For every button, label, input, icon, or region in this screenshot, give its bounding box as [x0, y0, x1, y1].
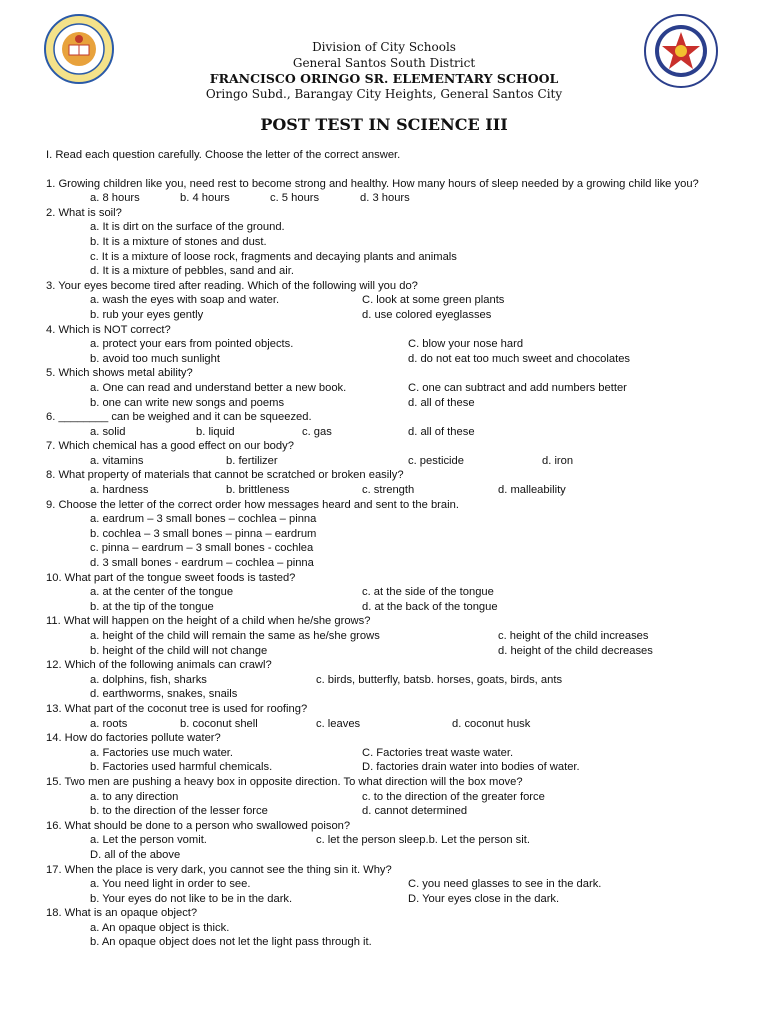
options-13: [46, 717, 726, 732]
district-line: General Santos South District: [292, 55, 476, 70]
question-12: 12. Which of the following animals can crawl?: [46, 659, 272, 672]
option: d. use colored eyeglasses: [362, 308, 492, 321]
option: C. you need glasses to see in the dark.: [408, 878, 602, 891]
options-1: [46, 191, 726, 206]
options-7: [46, 454, 726, 469]
school-address: Oringo Subd., Barangay City Heights, General Santos City: [205, 86, 563, 101]
page-title: POST TEST IN SCIENCE III: [260, 115, 508, 134]
options-6: [46, 425, 726, 440]
options-12: [46, 673, 726, 702]
option: d. iron: [542, 454, 574, 467]
option: C. Factories treat waste water.: [362, 746, 514, 759]
option: a. You need light in order to see.: [90, 878, 251, 891]
option: d. all of these: [408, 425, 475, 438]
option: b. to the direction of the lesser force: [90, 805, 268, 818]
options-2: [46, 220, 726, 278]
question-1: 1. Growing children like you, need rest to become strong and healthy. How many hours of sleep needed by a growing child like you?: [46, 177, 699, 190]
options-14: [46, 746, 726, 775]
question-15: 15. Two men are pushing a heavy box in opposite direction. To what direction will the box move?: [46, 775, 523, 788]
question-14: 14. How do factories pollute water?: [46, 732, 221, 745]
options-4: [46, 337, 726, 366]
option: c. to the direction of the greater force: [362, 790, 545, 803]
option: a. It is dirt on the surface of the ground.: [90, 221, 285, 234]
division-line: Division of City Schools: [312, 40, 456, 54]
option: a. height of the child will remain the same as he/she grows: [90, 630, 380, 642]
options-5: [46, 381, 726, 410]
options-8: [46, 483, 726, 498]
options-18: [46, 921, 726, 950]
question-5: 5. Which shows metal ability?: [46, 367, 193, 380]
option: c. height of the child increases: [498, 630, 649, 642]
question-13: 13. What part of the coconut tree is used for roofing?: [46, 702, 308, 715]
option: b. liquid: [196, 425, 235, 438]
option: c. strength: [362, 484, 415, 497]
option: a. Let the person vomit.: [90, 834, 207, 847]
option: c. 5 hours: [270, 192, 320, 205]
option: c. at the side of the tongue: [362, 586, 494, 599]
option: d. malleability: [498, 484, 566, 497]
option: c. leaves: [316, 717, 361, 730]
option: b. height of the child will not change: [90, 644, 268, 657]
option: c. birds, butterfly, bats: [316, 673, 425, 686]
question-10: 10. What part of the tongue sweet foods is tasted?: [46, 571, 296, 584]
option: b. cochlea – 3 small bones – pinna – eardrum: [90, 527, 317, 540]
option: b. Factories used harmful chemicals.: [90, 761, 273, 774]
options-9: [46, 512, 726, 570]
option: d. 3 small bones - eardrum – cochlea – pinna: [90, 557, 314, 570]
question-8: 8. What property of materials that cannot be scratched or broken easily?: [46, 469, 404, 482]
option: c. pesticide: [408, 454, 464, 467]
option: b. brittleness: [226, 484, 290, 497]
option: d. cannot determined: [362, 805, 468, 818]
question-2: 2. What is soil?: [46, 206, 122, 219]
option: a. One can read and understand better a new book.: [90, 381, 347, 394]
option: b. 4 hours: [180, 192, 230, 205]
option: b. rub your eyes gently: [90, 308, 204, 321]
option: b. horses, goats, birds, ants: [424, 673, 563, 686]
option: a. 8 hours: [90, 192, 140, 205]
options-17: [46, 877, 726, 906]
option: a. solid: [90, 425, 126, 438]
question-6: 6. ________ can be weighed and it can be squeezed.: [46, 411, 312, 424]
option: a. protect your ears from pointed objects.: [90, 338, 294, 351]
question-11: 11. What will happen on the height of a child when he/she grows?: [46, 615, 371, 628]
question-7: 7. Which chemical has a good effect on our body?: [46, 440, 294, 453]
option: a. vitamins: [90, 454, 144, 467]
option: d. 3 hours: [360, 192, 410, 205]
options-15: [46, 790, 726, 819]
option: c. let the person sleep.: [316, 834, 429, 847]
option: d. It is a mixture of pebbles, sand and air.: [90, 265, 294, 278]
option: c. pinna – eardrum – 3 small bones - cochlea: [90, 542, 314, 555]
option: b. Let the person sit.: [428, 834, 530, 847]
options-10: [46, 585, 726, 614]
option: b. An opaque object does not let the light pass through it.: [90, 936, 372, 949]
option: a. hardness: [90, 484, 149, 497]
option: D. all of the above: [90, 848, 181, 861]
options-11: [46, 629, 726, 658]
school-header: [0, 40, 768, 102]
option: b. at the tip of the tongue: [90, 600, 214, 613]
option: d. earthworms, snakes, snails: [90, 688, 238, 701]
option: c. gas: [302, 425, 332, 438]
option: a. to any direction: [90, 790, 179, 803]
option: b. Your eyes do not like to be in the dark.: [90, 892, 293, 905]
option: d. all of these: [408, 396, 475, 409]
option: a. dolphins, fish, sharks: [90, 673, 207, 686]
option: c. It is a mixture of loose rock, fragments and decaying plants and animals: [90, 250, 457, 263]
option: a. roots: [90, 717, 128, 730]
option: b. one can write new songs and poems: [90, 396, 285, 409]
option: d. coconut husk: [452, 717, 531, 730]
option: a. An opaque object is thick.: [90, 921, 230, 934]
option: a. at the center of the tongue: [90, 586, 234, 599]
question-18: 18. What is an opaque object?: [46, 907, 198, 920]
option: b. fertilizer: [226, 454, 278, 467]
option: a. wash the eyes with soap and water.: [90, 294, 280, 307]
option: d. height of the child decreases: [498, 644, 653, 657]
option: D. Your eyes close in the dark.: [408, 892, 560, 905]
option: C. blow your nose hard: [408, 338, 524, 351]
option: d. do not eat too much sweet and chocolates: [408, 352, 631, 365]
option: b. avoid too much sunlight: [90, 352, 220, 365]
option: a. eardrum – 3 small bones – cochlea – pinna: [90, 513, 317, 526]
instructions: I. Read each question carefully. Choose the letter of the correct answer.: [46, 149, 401, 161]
question-9: 9. Choose the letter of the correct order how messages heard and sent to the brain.: [46, 498, 459, 511]
test-body: [46, 148, 726, 950]
options-3: [46, 293, 726, 322]
option: d. at the back of the tongue: [362, 600, 498, 613]
option: C. one can subtract and add numbers better: [408, 381, 627, 394]
option: b. It is a mixture of stones and dust.: [90, 235, 267, 248]
question-3: 3. Your eyes become tired after reading. Which of the following will you do?: [46, 279, 418, 292]
question-17: 17. When the place is very dark, you cannot see the thing sin it. Why?: [46, 863, 392, 876]
school-name: FRANCISCO ORINGO SR. ELEMENTARY SCHOOL: [209, 71, 559, 87]
options-16: [46, 833, 726, 862]
question-16: 16. What should be done to a person who swallowed poison?: [46, 819, 351, 832]
option: D. factories drain water into bodies of water.: [362, 761, 580, 774]
question-4: 4. Which is NOT correct?: [46, 323, 171, 336]
option: C. look at some green plants: [362, 294, 505, 307]
option: a. Factories use much water.: [90, 746, 234, 759]
option: b. coconut shell: [180, 717, 258, 730]
